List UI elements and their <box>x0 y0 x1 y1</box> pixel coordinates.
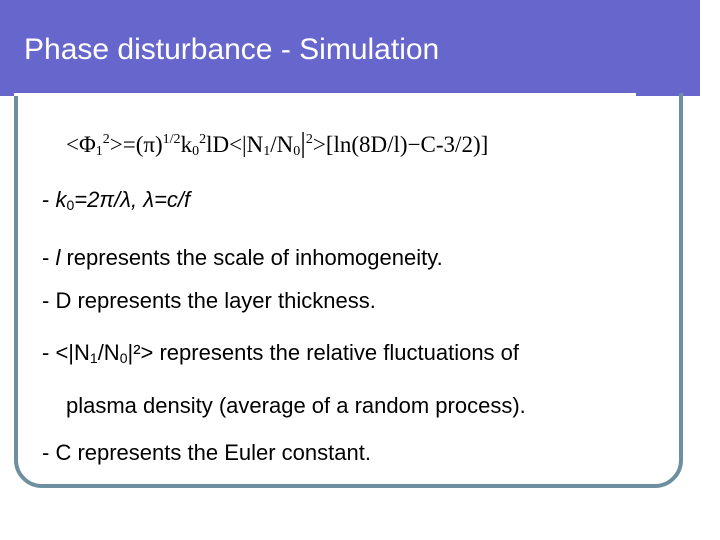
bullet-dash: - <box>42 187 56 212</box>
formula-k: k <box>180 132 193 157</box>
bullet-n1-subscript: 1 <box>89 350 98 366</box>
bullet-density-part1: - <|N <box>42 340 90 365</box>
bullet-l: l <box>55 245 61 270</box>
formula-k-subscript: 0 <box>192 144 200 159</box>
bullet-dash: - <box>42 245 56 270</box>
formula-n0-subscript: 0 <box>293 144 301 159</box>
bullet-density-part2: /N <box>97 340 120 365</box>
bullet-inhomogeneity-text: represents the scale of inhomogeneity. <box>60 245 443 270</box>
formula-middle: lD<|N <box>206 132 264 157</box>
bullet-wavenumber-text: =2π/λ, λ=c/f <box>74 187 191 212</box>
formula-lhs-close: >=(π) <box>109 132 163 157</box>
bullet-density-continuation: plasma density (average of a random process). <box>66 393 526 418</box>
formula-phi-subscript: 1 <box>95 144 103 159</box>
formula-square: 2 <box>305 132 313 147</box>
bullet-k: k <box>55 187 67 212</box>
phase-variance-formula <box>66 128 488 160</box>
bullet-density-part3: |²> represents the relative fluctuations of <box>127 340 520 365</box>
formula-n1-subscript: 1 <box>263 144 271 159</box>
bullet-inhomogeneity <box>42 245 443 271</box>
bullet-wavenumber <box>42 187 190 213</box>
slide-title: Phase disturbance - Simulation <box>24 33 440 66</box>
bullet-n0-subscript: 0 <box>119 350 128 366</box>
formula-bar: | <box>300 128 306 159</box>
formula-half-power: 1/2 <box>162 132 181 147</box>
bullet-euler-constant: - C represents the Euler constant. <box>42 440 371 465</box>
formula-k-superscript: 2 <box>199 132 207 147</box>
header-divider <box>14 93 636 96</box>
formula-lhs-open: <Φ <box>66 132 96 157</box>
formula-rhs: >[ln(8D/l)−C-3/2)] <box>312 132 489 157</box>
bullet-k-subscript: 0 <box>66 197 75 213</box>
formula-phi-superscript: 2 <box>102 132 110 147</box>
bullet-density-fluctuations <box>42 340 519 366</box>
formula-slash: /N <box>270 132 294 157</box>
bullet-layer-thickness: - D represents the layer thickness. <box>42 288 376 313</box>
